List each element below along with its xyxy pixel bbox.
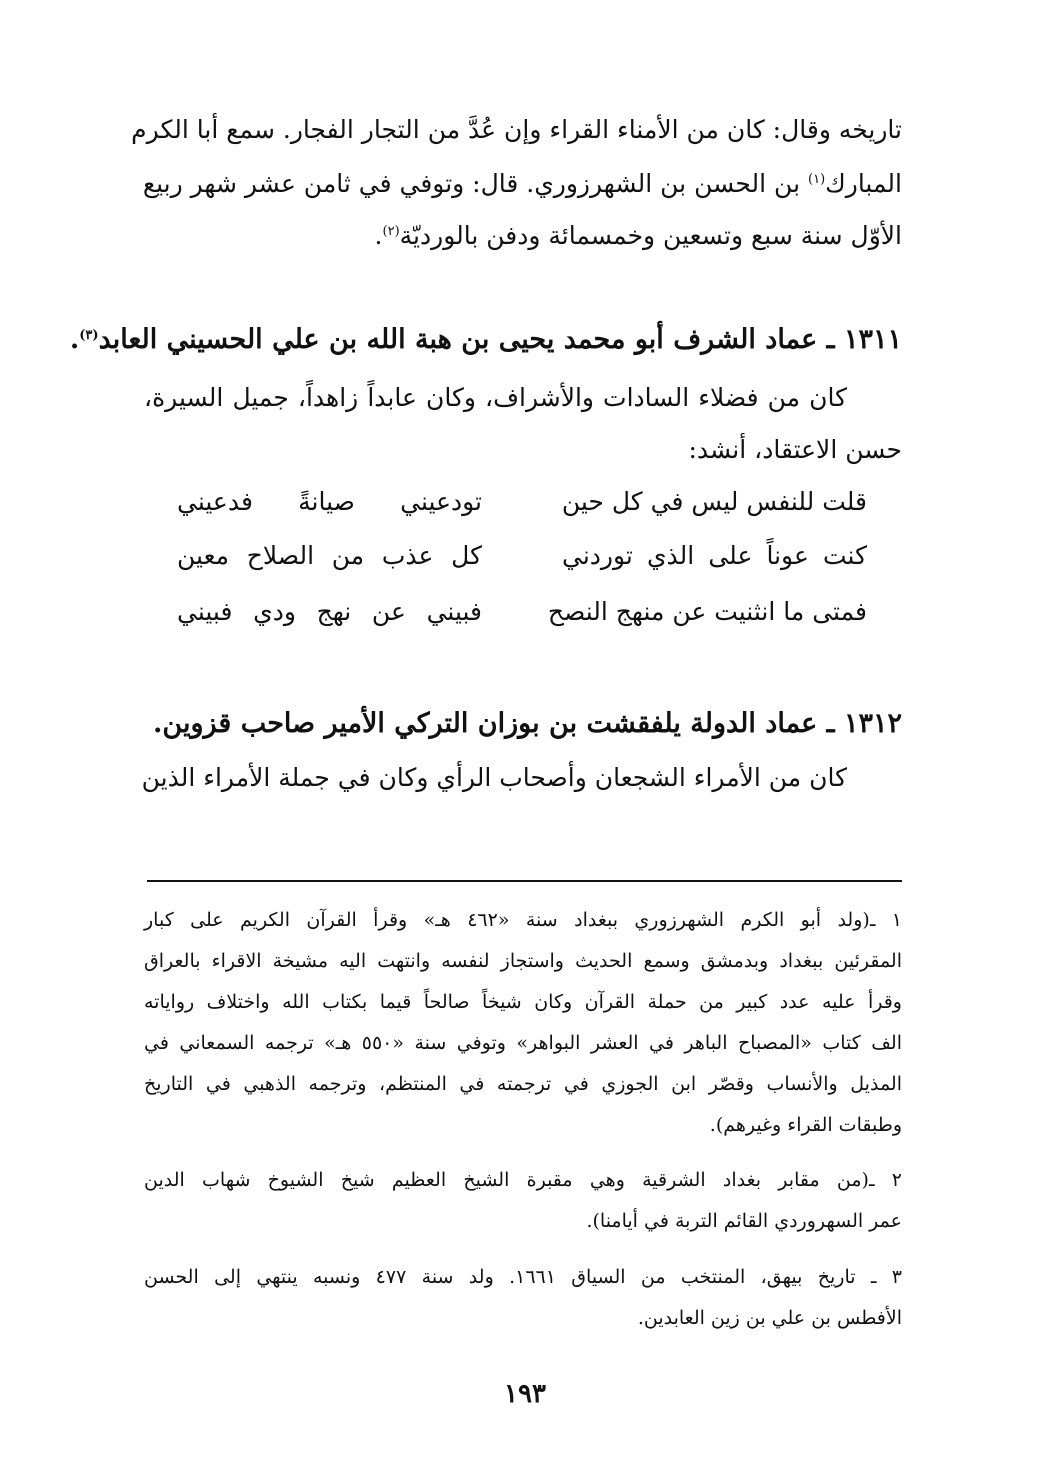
paragraph-line	[131, 110, 902, 150]
paragraph-text: الأوّل سنة سبع وتسعين وخمسمائة ودفن بالورديّة	[399, 221, 902, 250]
poem-verse	[144, 536, 902, 576]
footnote-2-line: عمر السهروردي القائم التربة في أيامنا).	[586, 1210, 902, 1232]
footnote-2-line: ٢ ـ(من مقابر بغداد الشرقية وهي مقبرة الشيخ العظيم شيخ الشيوخ شهاب الدين	[144, 1169, 902, 1191]
verse-first-hemistich: فمتى ما انثنيت عن منهج النصح	[547, 597, 867, 626]
footnote-3-line: ٣ ـ تاريخ بيهق، المنتخب من السياق ١٦٦١. ولد سنة ٤٧٧ ونسبه ينتهي إلى الحسن	[144, 1266, 902, 1288]
footnote-ref: (٣)	[79, 328, 99, 343]
verse-second-hemistich: تودعيني صيانةً فدعيني	[177, 487, 482, 516]
footnote-3-line: الأفطس بن علي بن زين العابدين.	[637, 1307, 902, 1329]
paragraph-line	[144, 164, 902, 204]
footnote-separator	[147, 880, 902, 882]
page-number: ١٩٣	[504, 1379, 546, 1409]
footnote-1-line: وقرأ عليه عدد كبير من حملة القرآن وكان شيخاً صالحاً قيما بكتاب الله واختلاف رواياته	[144, 991, 902, 1013]
paragraph-text: تاريخه وقال: كان من الأمناء القراء وإن عُدَّ من التجار الفجار. سمع أبا الكرم	[131, 115, 902, 144]
verse-second-hemistich: كل عذب من الصلاح معين	[177, 541, 482, 570]
entry-heading-text: ١٣١١ ـ عماد الشرف أبو محمد يحيى بن هبة الله بن علي الحسيني العابد	[98, 324, 902, 355]
entry-body-text: كان من فضلاء السادات والأشراف، وكان عابداً زاهداً، جميل السيرة،	[144, 383, 847, 412]
footnote-ref: (١)	[808, 172, 826, 187]
paragraph-text: بن الحسن بن الشهرزوري. قال: وتوفي في ثامن عشر شهر ربيع	[142, 169, 808, 198]
footnote-ref: (٢)	[382, 224, 400, 239]
footnote-1-line: المذيل والأنساب وقصّر ابن الجوزي في ترجمته في المنتظم، وترجمه الذهبي في التاريخ	[144, 1073, 902, 1095]
entry-body-line	[141, 758, 902, 798]
footnote-1-line: المقرئين ببغداد وبدمشق وسمع الحديث واستجاز لنفسه وانتهت اليه مشيخة الاقراء بالعراق	[144, 950, 902, 972]
footnote-1-line: ١ ـ(ولد أبو الكرم الشهرزوري ببغداد سنة «٤٦٢ هـ» وقرأ القرآن الكريم على كبار	[144, 909, 902, 931]
verse-second-hemistich: فبيني عن نهج ودي فبيني	[177, 597, 482, 626]
entry-body-text: كان من الأمراء الشجعان وأصحاب الرأي وكان في جملة الأمراء الذين	[141, 763, 847, 792]
paragraph-line	[144, 216, 902, 256]
entry-body-line	[144, 430, 902, 470]
footnote-1-line: الف كتاب «المصباح الباهر في العشر البواهر» وتوفي سنة «٥٥٠ هـ» ترجمه السمعاني في	[144, 1032, 903, 1054]
paragraph-text: المبارك	[825, 169, 902, 198]
paragraph-text: .	[374, 221, 383, 250]
entry-heading-text: .	[69, 324, 80, 355]
poem-verse	[144, 482, 902, 522]
poem-verse	[144, 592, 902, 632]
entry-heading	[69, 320, 902, 360]
entry-body-line	[144, 378, 902, 418]
entry-heading	[144, 704, 902, 744]
verse-first-hemistich: قلت للنفس ليس في كل حين	[561, 487, 867, 516]
verse-first-hemistich: كنت عوناً على الذي توردني	[562, 541, 867, 570]
entry-body-text: حسن الاعتقاد، أنشد:	[688, 435, 902, 464]
entry-heading-text: ١٣١٢ ـ عماد الدولة يلفقشت بن بوزان التركي الأمير صاحب قزوين.	[152, 708, 902, 739]
footnote-1-line: وطبقات القراء وغيرهم).	[709, 1114, 902, 1136]
